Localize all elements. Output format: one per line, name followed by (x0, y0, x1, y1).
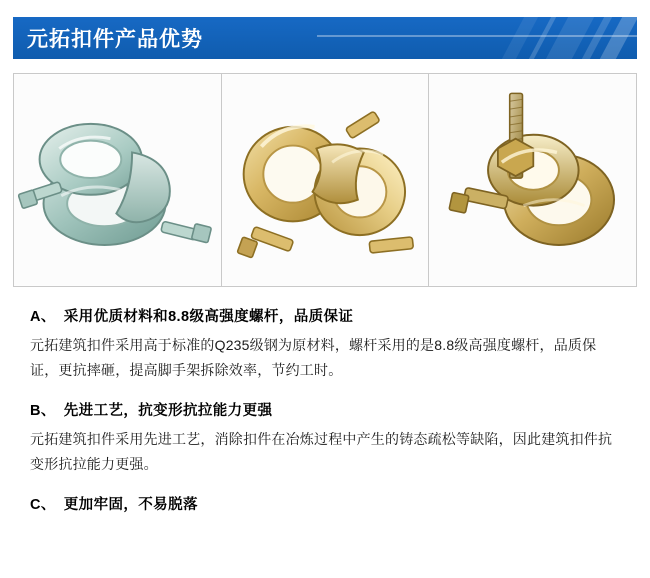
page-title: 元拓扣件产品优势 (27, 28, 203, 51)
advantage-title-b: 先进工艺，抗变形抗拉能力更强 (63, 403, 273, 419)
advantage-letter-c: C、 (30, 497, 56, 513)
galvanized-swivel-coupler-icon (14, 74, 221, 286)
advantage-title-c: 更加牢固，不易脱落 (63, 497, 198, 513)
advantage-heading-a (30, 305, 620, 326)
section-banner (13, 17, 637, 59)
product-image-gallery (13, 73, 637, 287)
advantage-heading-c (30, 493, 620, 514)
advantage-letter-b: B、 (30, 403, 56, 419)
banner-rule-decoration (317, 35, 637, 37)
banner-stripes-decoration (307, 17, 637, 59)
product-photo-3 (428, 74, 636, 286)
product-photo-1 (14, 74, 221, 286)
forged-double-coupler-icon (222, 74, 429, 286)
product-advantage-page (0, 17, 650, 578)
advantage-body-a: 元拓建筑扣件采用高于标准的Q235级钢为原材料，螺杆采用的是8.8级高强度螺杆，品质保证，更抗摔砸，提高脚手架拆除效率，节约工时。 (30, 337, 597, 378)
advantage-letter-a: A、 (30, 309, 56, 325)
advantage-list (30, 305, 620, 514)
advantage-title-a: 采用优质材料和8.8级高强度螺杆，品质保证 (63, 309, 354, 325)
advantage-body-b: 元拓建筑扣件采用先进工艺，消除扣件在冶炼过程中产生的铸态疏松等缺陷，因此建筑扣件抗变形抗拉能力更强。 (30, 431, 613, 472)
advantage-heading-b (30, 399, 620, 420)
coupler-bolt-detail-icon (429, 74, 636, 286)
product-photo-2 (221, 74, 429, 286)
